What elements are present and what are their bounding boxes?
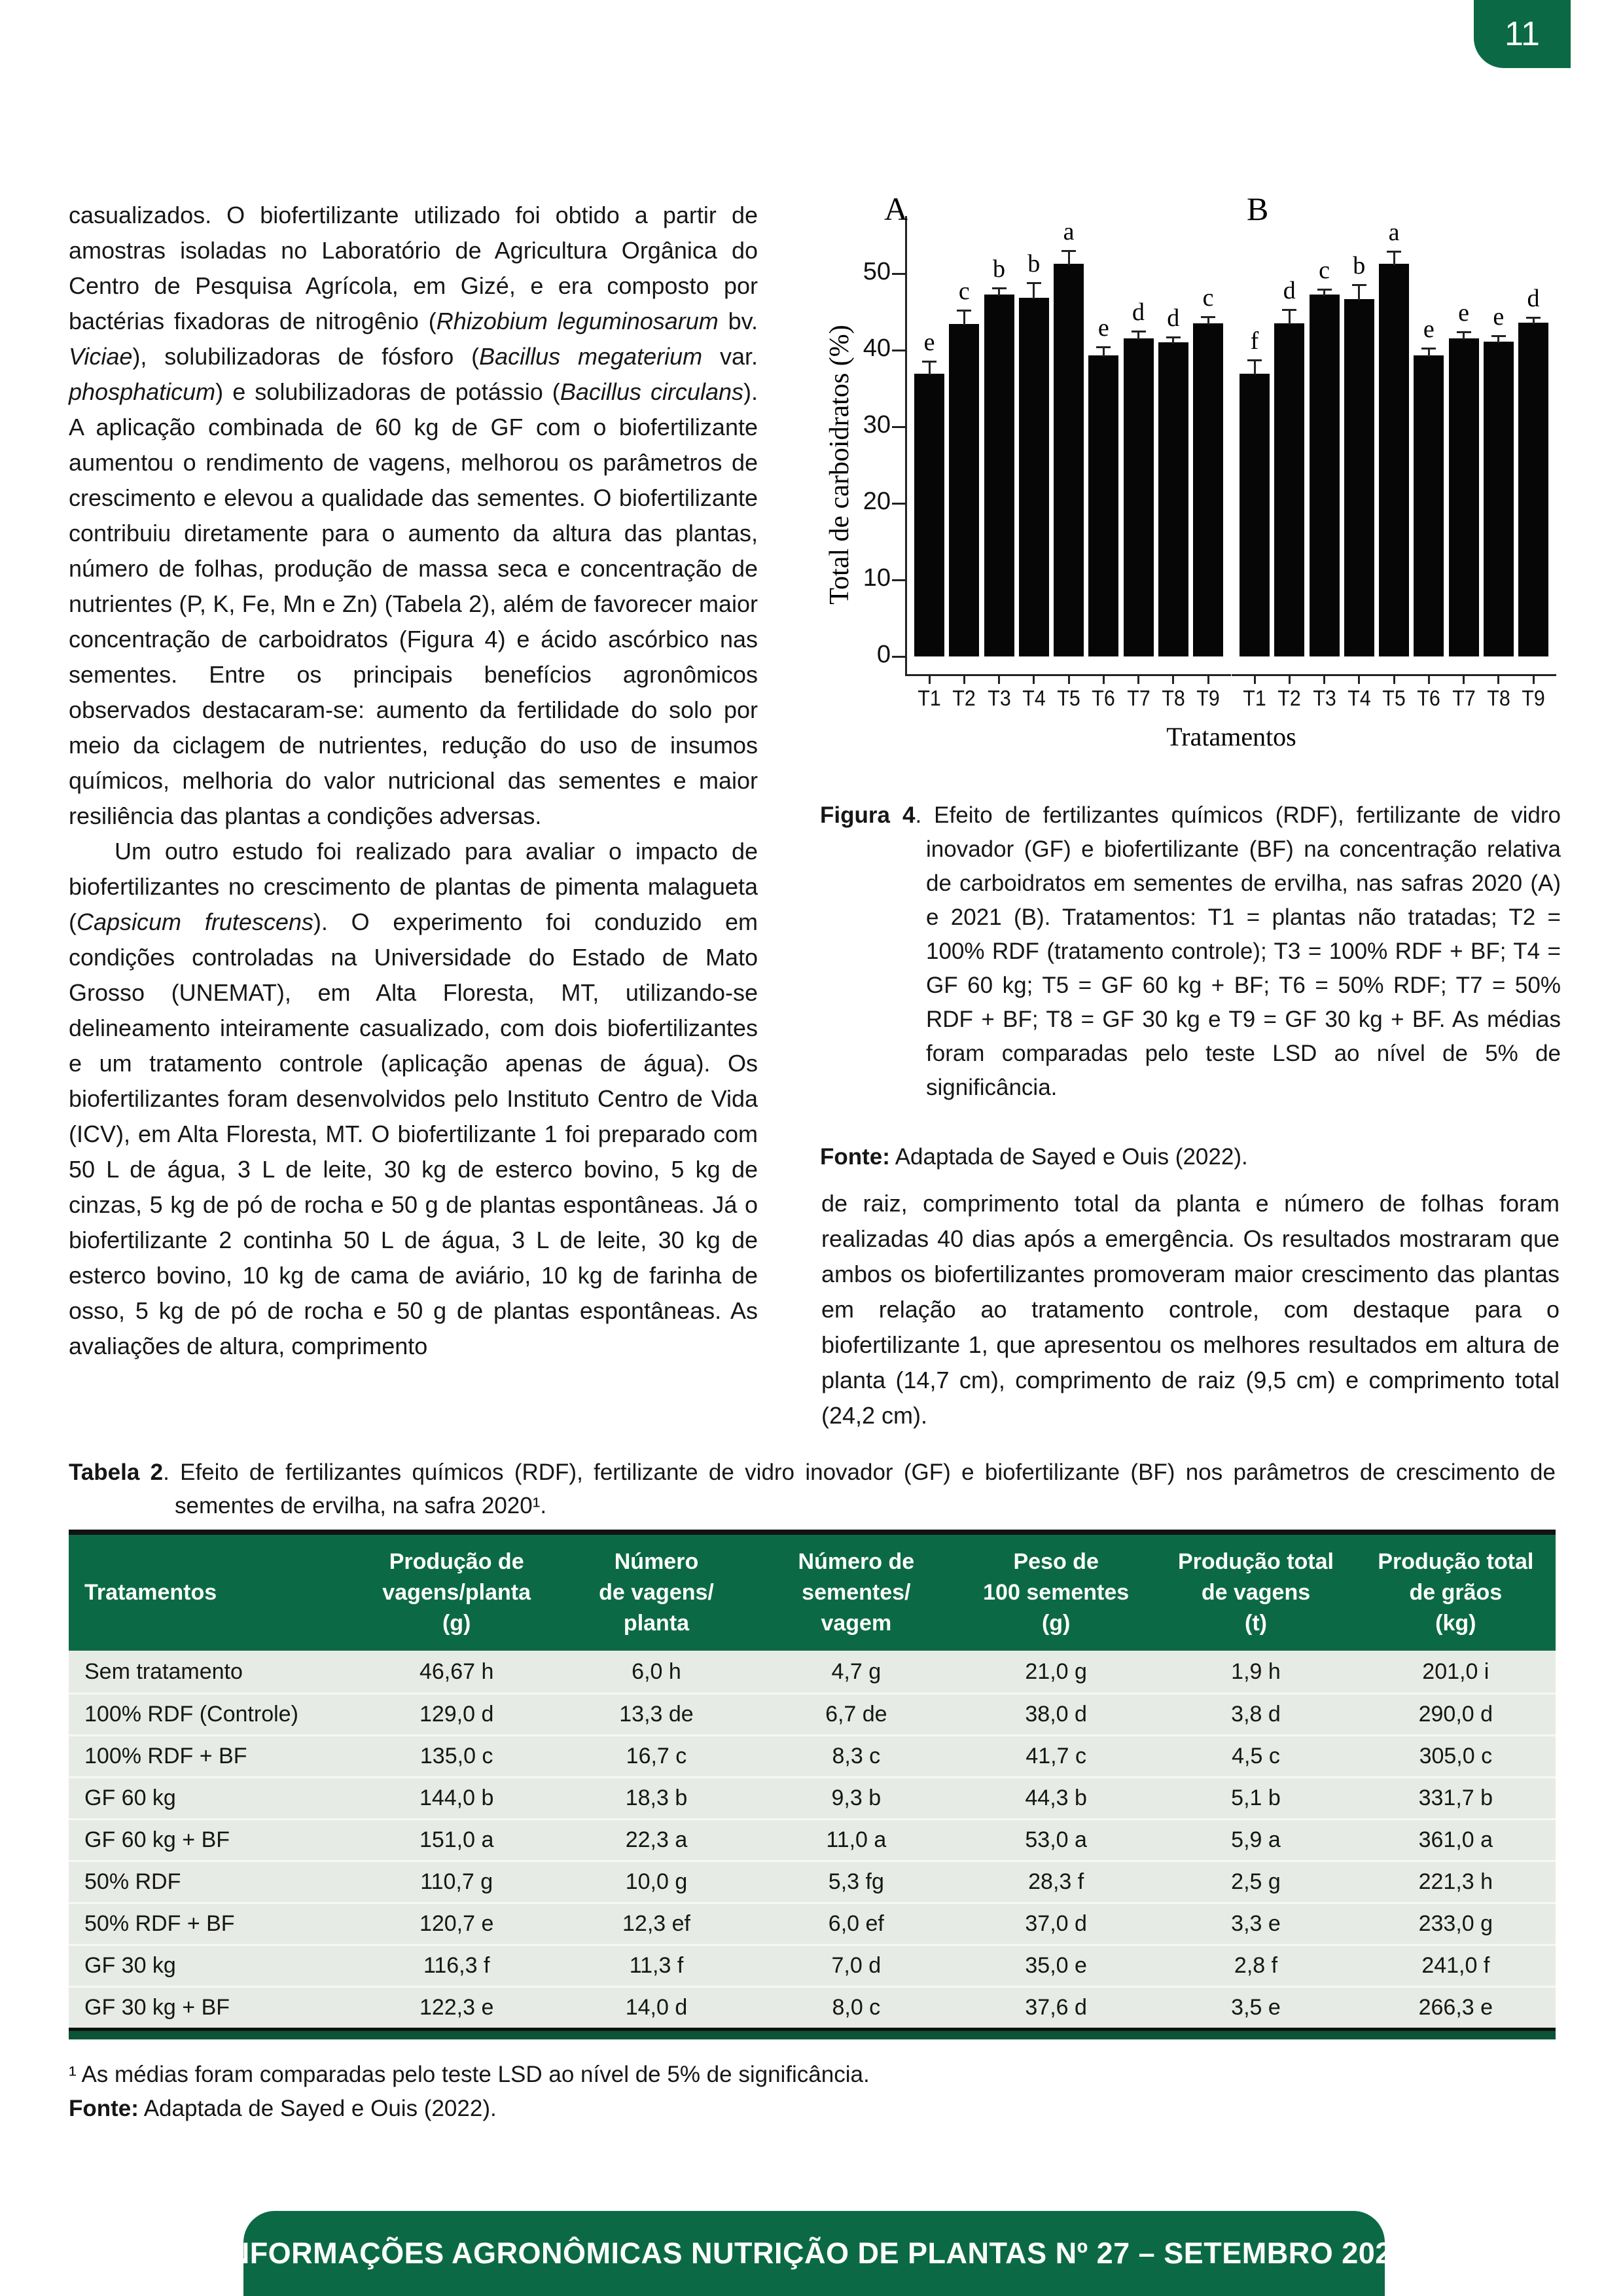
value-cell: 129,0 d xyxy=(419,1702,494,1727)
x-tick-label: T1 xyxy=(918,686,941,710)
bar xyxy=(1274,323,1304,656)
treatment-cell: GF 30 kg + BF xyxy=(84,1995,230,2020)
error-bar-line xyxy=(1254,361,1256,375)
value-cell: 290,0 d xyxy=(1418,1702,1493,1727)
error-bar-line xyxy=(998,289,1000,295)
value-cell: 21,0 g xyxy=(1025,1659,1087,1684)
error-bar-line xyxy=(1323,290,1325,296)
bar xyxy=(984,295,1014,656)
error-bar-cap xyxy=(1317,289,1332,291)
error-bar-cap xyxy=(1526,317,1541,319)
bar xyxy=(1088,355,1118,656)
footer-text: INFORMAÇÕES AGRONÔMICAS NUTRIÇÃO DE PLANTAS Nº 27 – SETEMBRO 2025 xyxy=(219,2236,1409,2270)
text-run: Um outro estudo foi realizado para avaliar o impacto de biofertilizantes no crescimento de plantas de pimenta malagueta ( xyxy=(69,838,758,935)
column-header xyxy=(69,1535,357,1651)
column-header xyxy=(956,1535,1156,1651)
page-number: 11 xyxy=(1505,15,1540,53)
y-axis-tick xyxy=(892,503,905,505)
error-bar-line xyxy=(1207,317,1209,325)
value-cell: 11,3 f xyxy=(629,1953,684,1978)
y-tick-label: 10 xyxy=(863,564,891,592)
figure-source-text: Adaptada de Sayed e Ouis (2022). xyxy=(889,1144,1248,1170)
column-header-line: Número xyxy=(614,1549,699,1574)
value-cell: 221,3 h xyxy=(1418,1869,1493,1894)
value-cell: 331,7 b xyxy=(1418,1785,1493,1810)
bar-letter: a xyxy=(1388,219,1400,247)
x-axis-tick xyxy=(1497,676,1499,684)
value-cell: 13,3 de xyxy=(619,1702,694,1727)
error-bar-cap xyxy=(1282,309,1296,311)
value-cell: 37,6 d xyxy=(1025,1995,1087,2020)
value-cell: 18,3 b xyxy=(625,1785,688,1810)
bar xyxy=(1449,338,1479,656)
x-tick-label: T4 xyxy=(1022,686,1046,710)
column-header-line: 100 sementes xyxy=(983,1580,1130,1605)
x-tick-label: T2 xyxy=(1277,686,1301,710)
error-bar-line xyxy=(1428,349,1430,357)
table-bottom-border xyxy=(69,2028,1556,2039)
footer-bar xyxy=(219,2211,1409,2296)
error-bar-cap xyxy=(1421,348,1436,350)
value-cell: 44,3 b xyxy=(1025,1785,1087,1810)
error-bar-line xyxy=(1497,336,1499,343)
value-cell: 7,0 d xyxy=(831,1953,882,1978)
x-tick-label: T3 xyxy=(987,686,1011,710)
treatment-cell: GF 60 kg xyxy=(84,1785,176,1810)
error-bar-line xyxy=(1103,348,1105,357)
species-name: Bacillus megaterium xyxy=(479,343,703,370)
value-cell: 22,3 a xyxy=(625,1827,688,1852)
x-tick-label: T8 xyxy=(1487,686,1510,710)
bar-letter: e xyxy=(1458,299,1469,327)
value-cell: 11,0 a xyxy=(826,1827,887,1852)
column-header-line: planta xyxy=(623,1611,690,1636)
figure4-bar-chart xyxy=(821,190,1561,812)
value-cell: 241,0 f xyxy=(1421,1953,1490,1978)
x-axis-tick xyxy=(1068,676,1070,684)
value-cell: 120,7 e xyxy=(419,1911,494,1936)
value-cell: 8,0 c xyxy=(832,1995,881,2020)
value-cell: 8,3 c xyxy=(832,1744,881,1768)
bar xyxy=(1158,342,1188,656)
error-bar-cap xyxy=(1491,335,1506,337)
figure-caption-text: . Efeito de fertilizantes químicos (RDF), fertilizante de vidro inovador (GF) e biofertilizante (BF) na concentração relativa de carboidratos em sementes de ervilha, nas safras 2020 (A) e 2021 (B). Tratamentos: T1 = plantas não tratadas; T2 = 100% RDF (tratamento controle); T3 = 100% RDF + BF; T4 = GF 60 kg; T5 = GF 60 kg + BF; T6 = 50% RDF; T7 = 50% RDF + BF; T8 = GF 30 kg e T9 = GF 30 kg + BF. As médias foram comparadas pelo teste LSD ao nível de 5% de significância. xyxy=(915,802,1561,1100)
value-cell: 12,3 ef xyxy=(622,1911,690,1936)
value-cell: 53,0 a xyxy=(1025,1827,1087,1852)
value-cell: 144,0 b xyxy=(419,1785,494,1810)
x-tick-label: T8 xyxy=(1162,686,1185,710)
x-axis-tick xyxy=(1033,676,1035,684)
value-cell: 3,8 d xyxy=(1231,1702,1281,1727)
bar-letter: a xyxy=(1063,218,1075,246)
column-header-line: Produção de xyxy=(389,1549,524,1574)
x-axis-tick xyxy=(1533,676,1535,684)
x-axis-tick xyxy=(929,676,931,684)
error-bar-cap xyxy=(1061,250,1076,252)
species-name: Capsicum frutescens xyxy=(77,908,313,935)
bar-letter: b xyxy=(993,255,1005,283)
error-bar-line xyxy=(1289,310,1291,325)
treatment-cell: 50% RDF + BF xyxy=(84,1911,235,1936)
value-cell: 9,3 b xyxy=(831,1785,882,1810)
value-cell: 5,3 fg xyxy=(828,1869,884,1894)
bar-letter: c xyxy=(958,278,970,306)
x-axis-tick xyxy=(1428,676,1430,684)
y-axis-tick xyxy=(892,426,905,428)
table-title-label: Tabela 2 xyxy=(69,1460,164,1485)
column-header-line: (kg) xyxy=(1435,1611,1476,1636)
column-header-line: Produção total xyxy=(1177,1549,1334,1574)
species-name: Rhizobium leguminosarum xyxy=(436,308,719,334)
value-cell: 41,7 c xyxy=(1026,1744,1086,1768)
column-header xyxy=(357,1535,556,1651)
bar xyxy=(1379,264,1409,656)
y-axis-tick xyxy=(892,273,905,275)
x-axis-tick xyxy=(963,676,965,684)
species-name: phosphaticum xyxy=(69,378,216,405)
value-cell: 6,0 ef xyxy=(828,1911,884,1936)
error-bar-cap xyxy=(1132,331,1146,332)
y-axis-tick xyxy=(892,656,905,658)
value-cell: 4,5 c xyxy=(1232,1744,1280,1768)
table-row xyxy=(69,1818,1556,1860)
y-axis-tick xyxy=(892,579,905,581)
error-bar-cap xyxy=(1166,336,1181,338)
value-cell: 6,7 de xyxy=(825,1702,887,1727)
bar-letter: d xyxy=(1132,298,1145,326)
x-axis-title: Tratamentos xyxy=(1166,722,1296,751)
bar xyxy=(949,324,979,656)
bar-letter: d xyxy=(1167,304,1180,332)
bar-letter: b xyxy=(1353,251,1366,279)
text-run: ), solubilizadoras de fósforo ( xyxy=(132,343,480,370)
column-header-line: (g) xyxy=(442,1611,471,1636)
column-header-line: vagens/planta xyxy=(382,1580,531,1605)
bar-letter: e xyxy=(1097,314,1109,342)
error-bar-cap xyxy=(1027,282,1041,284)
error-bar-cap xyxy=(1247,359,1262,361)
figure-caption-label: Figura 4 xyxy=(820,802,916,828)
error-bar-cap xyxy=(1201,316,1215,318)
bar xyxy=(1124,338,1154,656)
y-axis-tick xyxy=(892,350,905,351)
value-cell: 35,0 e xyxy=(1025,1953,1087,1978)
table-body xyxy=(69,1651,1556,2028)
error-bar-cap xyxy=(922,361,936,363)
error-bar-cap xyxy=(1457,331,1471,333)
value-cell: 1,9 h xyxy=(1231,1659,1281,1684)
treatment-cell: 100% RDF + BF xyxy=(84,1744,247,1768)
y-tick-label: 0 xyxy=(876,641,891,668)
table-row xyxy=(69,1944,1556,1986)
value-cell: 4,7 g xyxy=(831,1659,882,1684)
table-title xyxy=(69,1456,1556,1522)
column-header xyxy=(556,1535,756,1651)
x-tick-label: T7 xyxy=(1126,686,1150,710)
error-bar-cap xyxy=(1096,346,1111,348)
bar-letter: f xyxy=(1250,327,1259,355)
body-paragraph xyxy=(69,834,758,1364)
table-source-label: Fonte: xyxy=(69,2096,139,2121)
page-number-badge xyxy=(1474,0,1571,68)
bar xyxy=(1518,323,1548,656)
table-row xyxy=(69,1986,1556,2028)
table-row xyxy=(69,1776,1556,1818)
treatment-cell: GF 30 kg xyxy=(84,1953,176,1978)
value-cell: 14,0 d xyxy=(625,1995,688,2020)
table-row xyxy=(69,1693,1556,1734)
column-header xyxy=(1156,1535,1355,1651)
bar-letter: d xyxy=(1283,277,1296,305)
bar-letter: c xyxy=(1202,283,1214,312)
value-cell: 201,0 i xyxy=(1422,1659,1489,1684)
x-axis-tick xyxy=(1358,676,1360,684)
x-tick-label: T6 xyxy=(1092,686,1115,710)
bar-letter: b xyxy=(1027,250,1041,278)
panel-label: B xyxy=(1247,190,1269,227)
table-row xyxy=(69,1651,1556,1693)
text-run: ). A aplicação combinada de 60 kg de GF com o biofertilizante aumentou o rendimento de vagens, melhorou os parâmetros de crescimento e elevou a qualidade das sementes. O biofertilizante contribuiu diretamente para o aumento da altura das plantas, número de folhas, produção de massa seca e concentração de nutrientes (P, K, Fe, Mn e Zn) (Tabela 2), além de favorecer maior concentração de carboidratos (Figura 4) e ácido ascórbico nas sementes. Entre os principais benefícios agronômicos observados destacaram-se: aumento da fertilidade do solo por meio da ciclagem de nutrientes, redução do uso de insumos químicos, melhoria do valor nutricional das sementes e maior resiliência das plantas a condições adversas. xyxy=(69,378,758,829)
value-cell: 3,5 e xyxy=(1231,1995,1281,2020)
error-bar-line xyxy=(1137,332,1139,340)
table-source xyxy=(69,2092,1556,2126)
value-cell: 135,0 c xyxy=(419,1744,493,1768)
x-tick-label: T5 xyxy=(1382,686,1406,710)
error-bar-line xyxy=(1393,252,1395,265)
value-cell: 2,5 g xyxy=(1231,1869,1281,1894)
bar xyxy=(1193,323,1223,656)
value-cell: 122,3 e xyxy=(419,1995,494,2020)
error-bar-line xyxy=(1172,338,1174,344)
text-run: ). O experimento foi conduzido em condições controladas na Universidade do Estado de Mato Grosso (UNEMAT), em Alta Floresta, MT, utilizando-se delineamento inteiramente casualizado, com dois biofertilizantes e um tratamento controle (aplicação apenas de água). Os biofertilizantes foram desenvolvidos pelo Instituto Centro de Vida (ICV), em Alta Floresta, MT. O biofertilizante 1 foi preparado com 50 L de água, 3 L de leite, 30 kg de esterco bovino, 5 kg de cinzas, 5 kg de pó de rocha e 50 g de plantas espontâneas. Já o biofertilizante 2 continha 50 L de água, 3 L de leite, 30 kg de esterco bovino, 10 kg de cama de aviário, 10 kg de farinha de osso, 5 kg de pó de rocha e 50 g de plantas espontâneas. As avaliações de altura, comprimento xyxy=(69,908,758,1359)
error-bar-cap xyxy=(992,287,1007,289)
column-header-line: (g) xyxy=(1041,1611,1071,1636)
y-tick-label: 30 xyxy=(863,411,891,439)
x-tick-label: T7 xyxy=(1452,686,1476,710)
column-header-line: Tratamentos xyxy=(84,1580,217,1605)
error-bar-line xyxy=(1068,251,1070,265)
bar xyxy=(1344,299,1374,656)
x-axis-tick xyxy=(1137,676,1139,684)
treatment-cell: GF 60 kg + BF xyxy=(84,1827,230,1852)
table-source-text: Adaptada de Sayed e Ouis (2022). xyxy=(138,2096,497,2121)
species-name: Viciae xyxy=(69,343,133,370)
column-header xyxy=(757,1535,956,1651)
error-bar-line xyxy=(963,311,965,325)
x-axis-tick xyxy=(1254,676,1256,684)
x-tick-label: T4 xyxy=(1347,686,1371,710)
bar xyxy=(1414,355,1444,656)
bar-letter: e xyxy=(1493,302,1505,331)
value-cell: 16,7 c xyxy=(626,1744,687,1768)
error-bar-line xyxy=(1358,285,1360,300)
x-tick-label: T9 xyxy=(1522,686,1545,710)
bar xyxy=(1054,264,1084,656)
value-cell: 28,3 f xyxy=(1028,1869,1084,1894)
column-header-line: sementes/ xyxy=(802,1580,911,1605)
y-axis-line xyxy=(905,216,907,676)
figure-source-label: Fonte: xyxy=(820,1144,890,1170)
value-cell: 10,0 g xyxy=(625,1869,688,1894)
error-bar-line xyxy=(1533,318,1535,324)
value-cell: 37,0 d xyxy=(1025,1911,1087,1936)
y-tick-label: 20 xyxy=(863,488,891,515)
bar xyxy=(1484,342,1514,656)
table-row xyxy=(69,1860,1556,1902)
x-axis-tick xyxy=(1103,676,1105,684)
value-cell: 305,0 c xyxy=(1419,1744,1493,1768)
value-cell: 6,0 h xyxy=(632,1659,681,1684)
species-name: Bacillus circulans xyxy=(560,378,743,405)
x-tick-label: T2 xyxy=(952,686,976,710)
value-cell: 3,3 e xyxy=(1231,1911,1281,1936)
value-cell: 2,8 f xyxy=(1234,1953,1278,1978)
value-cell: 151,0 a xyxy=(419,1827,494,1852)
value-cell: 38,0 d xyxy=(1025,1702,1087,1727)
x-tick-label: T9 xyxy=(1196,686,1220,710)
error-bar-cap xyxy=(957,310,971,312)
bar xyxy=(1019,298,1049,656)
y-tick-label: 40 xyxy=(863,334,891,362)
x-tick-label: T6 xyxy=(1417,686,1440,710)
bar xyxy=(914,374,944,656)
text-run: ) e solubilizadoras de potássio ( xyxy=(215,378,560,405)
figure-caption xyxy=(820,798,1561,1105)
text-run: bv. xyxy=(718,308,758,334)
x-axis-tick xyxy=(998,676,1000,684)
error-bar-line xyxy=(929,362,931,376)
x-tick-label: T5 xyxy=(1057,686,1080,710)
treatment-cell: 100% RDF (Controle) xyxy=(84,1702,298,1727)
column-header-line: Produção total xyxy=(1378,1549,1534,1574)
x-tick-label: T1 xyxy=(1243,686,1266,710)
text-run: var. xyxy=(702,343,758,370)
y-tick-label: 50 xyxy=(863,258,891,285)
bar xyxy=(1310,295,1340,656)
y-axis-label: Total de carboidratos (%) xyxy=(825,325,855,605)
table-row xyxy=(69,1902,1556,1944)
value-cell: 233,0 g xyxy=(1418,1911,1493,1936)
column-header-line: Peso de xyxy=(1013,1549,1099,1574)
bar xyxy=(1240,374,1270,656)
error-bar-cap xyxy=(1352,284,1366,286)
left-text-column xyxy=(69,198,758,1364)
treatment-cell: 50% RDF xyxy=(84,1869,181,1894)
bar-letter: e xyxy=(1423,315,1435,343)
x-axis-tick xyxy=(1207,676,1209,684)
panel-label: A xyxy=(884,190,908,227)
figure-source xyxy=(820,1140,1561,1174)
value-cell: 5,9 a xyxy=(1231,1827,1281,1852)
x-tick-label: T3 xyxy=(1312,686,1336,710)
value-cell: 46,67 h xyxy=(419,1659,494,1684)
value-cell: 116,3 f xyxy=(423,1953,490,1978)
table-header-row xyxy=(69,1530,1556,1651)
column-header-line: vagem xyxy=(821,1611,892,1636)
table-row xyxy=(69,1734,1556,1776)
bar-letter: d xyxy=(1527,284,1540,312)
error-bar-line xyxy=(1463,332,1465,340)
right-text-column: de raiz, comprimento total da planta e número de folhas foram realizadas 40 dias após a emergência. Os resultados mostraram que ambos os biofertilizantes promoveram maior crescimento das plantas em relação ao tratamento controle, com destaque para o biofertilizante 1, que apresentou os melhores resultados em altura de planta (14,7 cm), comprimento de raiz (9,5 cm) e comprimento total (24,2 cm). xyxy=(821,1190,1560,1429)
column-header xyxy=(1356,1535,1556,1651)
error-bar-cap xyxy=(1387,251,1401,253)
data-table xyxy=(69,1530,1556,2039)
x-axis-tick xyxy=(1393,676,1395,684)
value-cell: 266,3 e xyxy=(1418,1995,1493,2020)
value-cell: 361,0 a xyxy=(1418,1827,1493,1852)
x-axis-tick xyxy=(1463,676,1465,684)
table-title-text: . Efeito de fertilizantes químicos (RDF), fertilizante de vidro inovador (GF) e biofertilizante (BF) nos parâmetros de crescimento de sementes de ervilha, na safra 2020¹. xyxy=(163,1460,1556,1518)
column-header-line: de grãos xyxy=(1409,1580,1503,1605)
bar-letter: e xyxy=(923,328,935,356)
x-axis-tick xyxy=(1172,676,1174,684)
text-run: casualizados. O biofertilizante utilizado foi obtido a partir de amostras isoladas no Laboratório de Agricultura Orgânica do Centro de Pesquisa Agrícola, em Gizé, e era composto por bactérias fixadoras de nitrogênio ( xyxy=(69,202,758,334)
bar-letter: c xyxy=(1319,256,1330,284)
table-footnote: ¹ As médias foram comparadas pelo teste LSD ao nível de 5% de significância. xyxy=(69,2062,870,2087)
x-axis-tick xyxy=(1289,676,1291,684)
body-paragraph xyxy=(69,198,758,834)
column-header-line: de vagens xyxy=(1201,1580,1311,1605)
x-axis-tick xyxy=(1323,676,1325,684)
treatment-cell: Sem tratamento xyxy=(84,1659,243,1684)
column-header-line: de vagens/ xyxy=(599,1580,714,1605)
value-cell: 110,7 g xyxy=(420,1869,493,1894)
value-cell: 5,1 b xyxy=(1231,1785,1281,1810)
error-bar-line xyxy=(1033,283,1035,299)
column-header-line: (t) xyxy=(1245,1611,1267,1636)
column-header-line: Número de xyxy=(798,1549,915,1574)
